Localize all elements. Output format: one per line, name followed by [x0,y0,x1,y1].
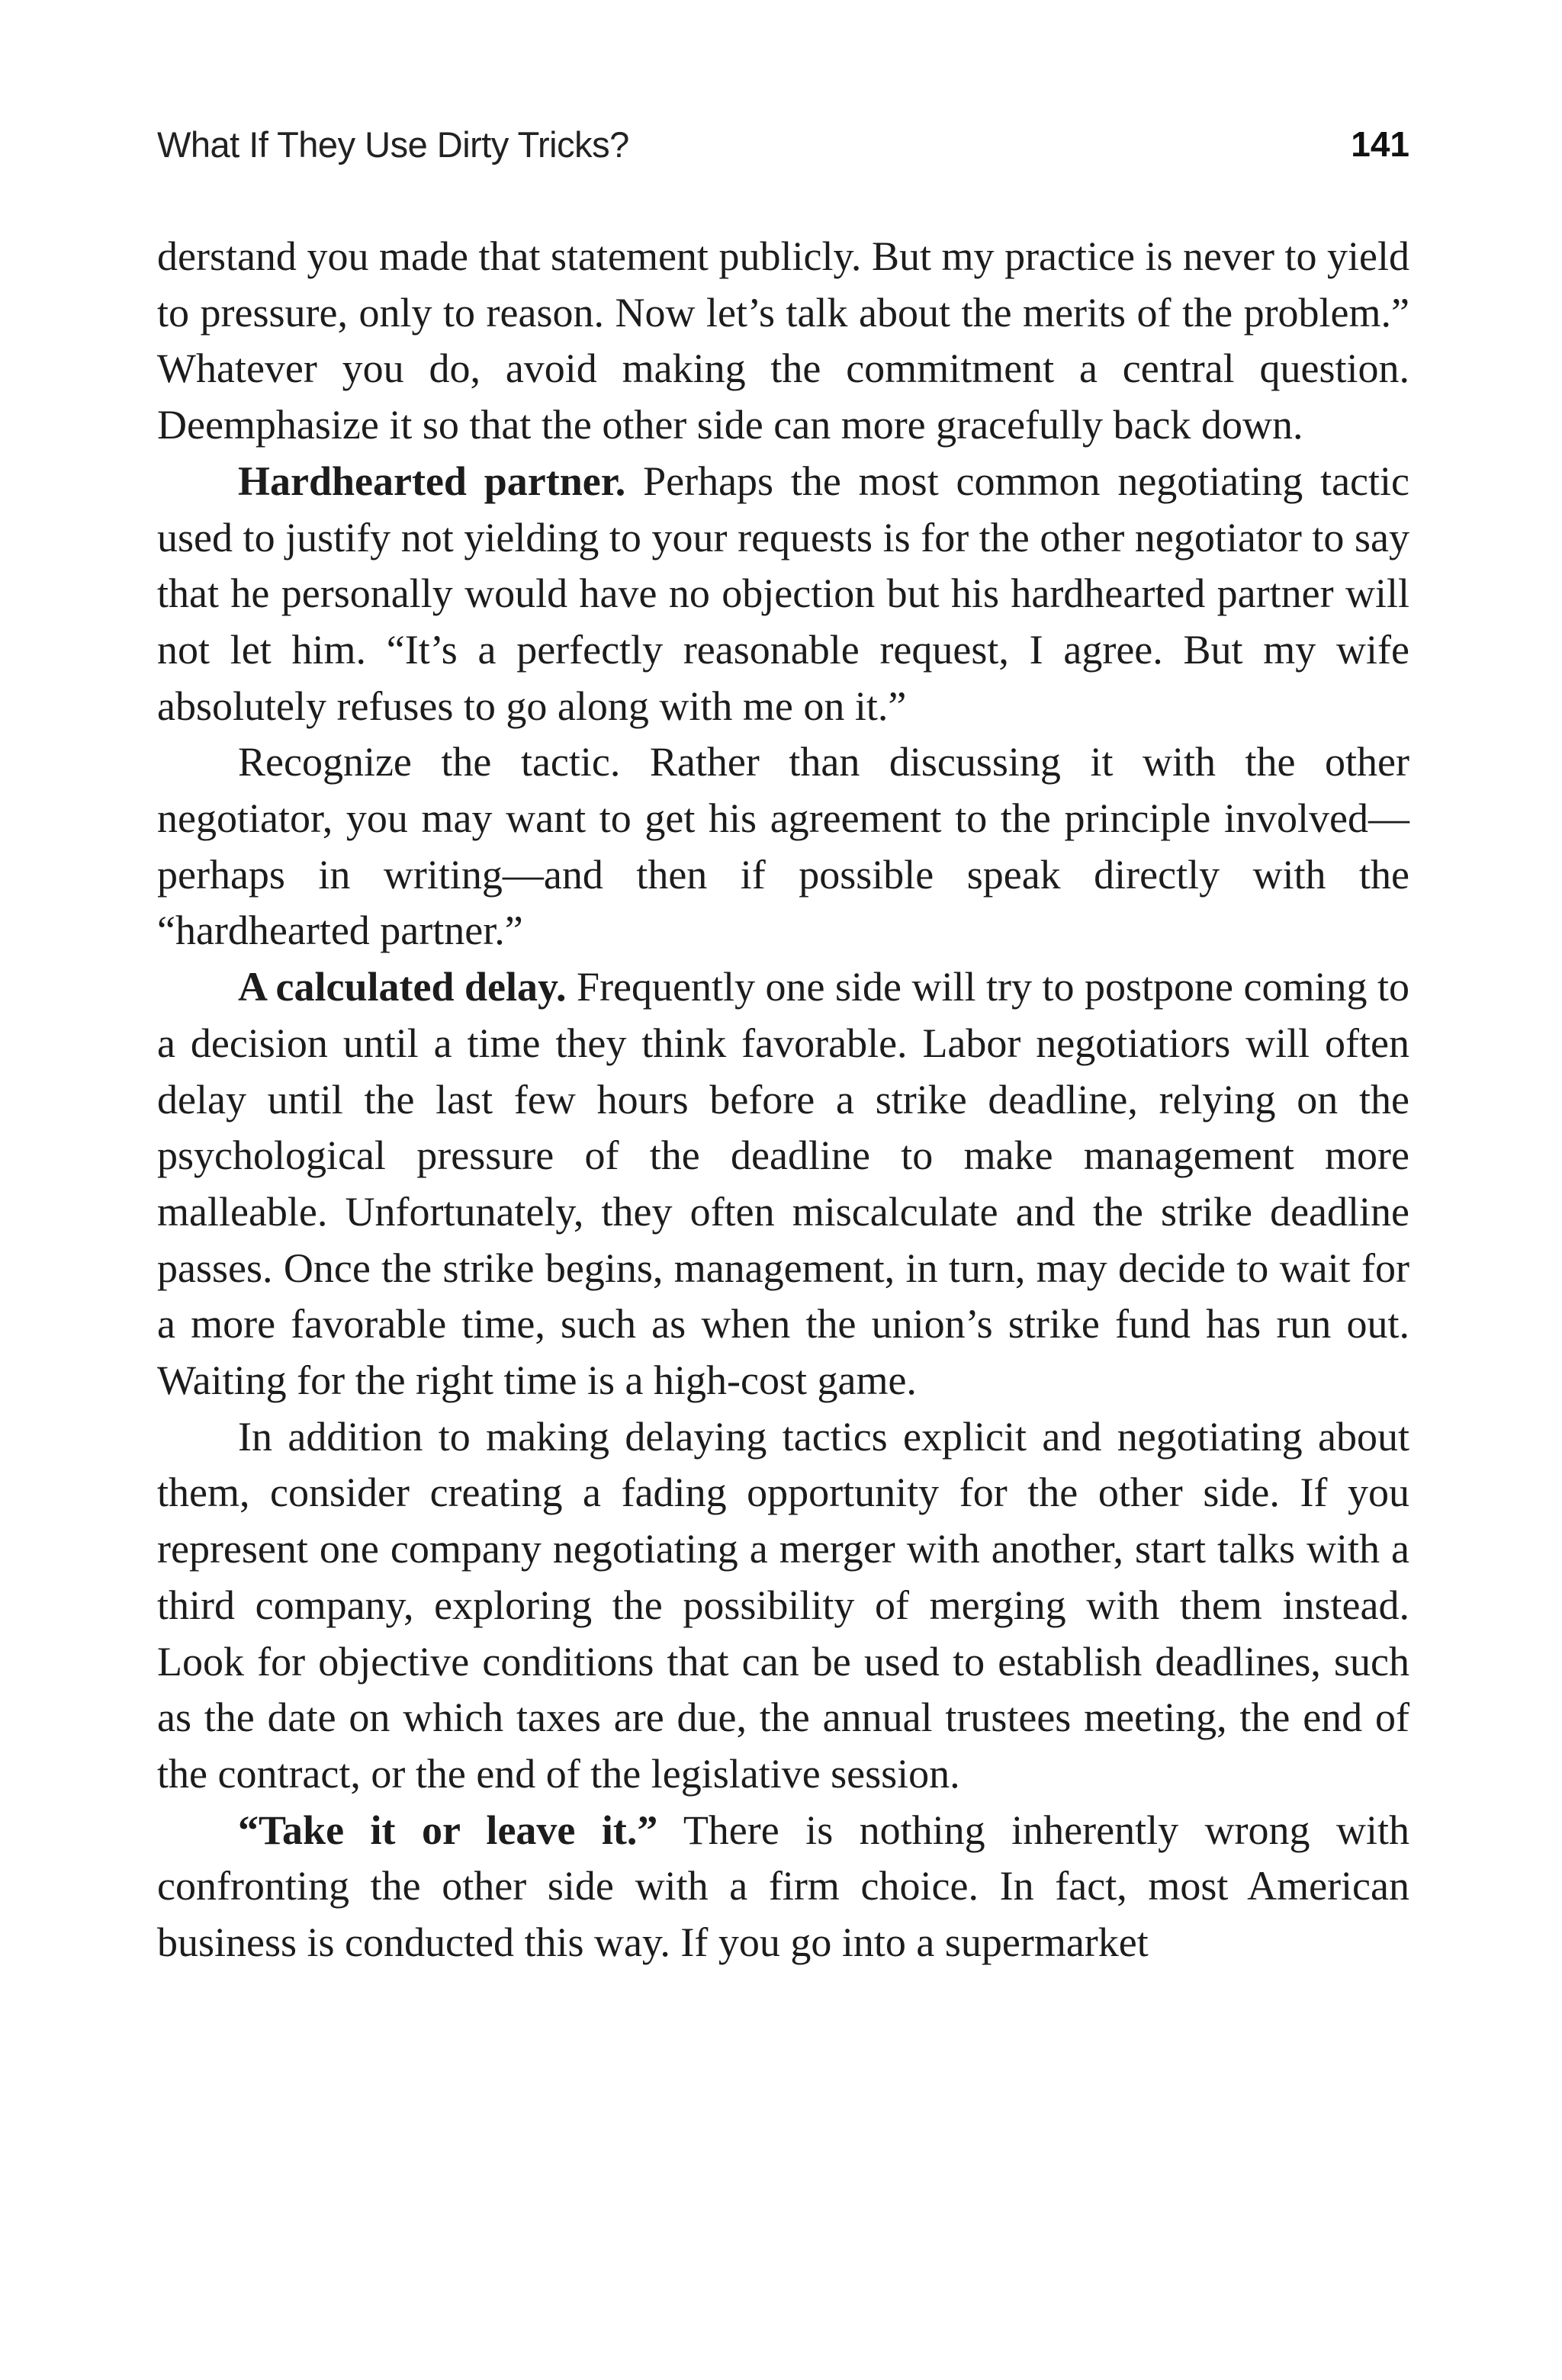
paragraph-text: Perhaps the most common negotiating tactic used to justify not yielding to your requests is for the other negotiator to say that he personally would have no objection but his hardhearted partner will not let him. “It’s a perfectly reasonable request, I agree. But my wife absolutely refuses to go along with me on it.” [157,458,1409,729]
run-in-heading: A calculated delay. [238,964,567,1010]
run-in-heading: Hardhearted partner. [238,458,626,504]
paragraph [157,229,1409,454]
chapter-title: What If They Use Dirty Tricks? [157,124,629,165]
paragraph [157,1409,1409,1803]
page-number: 141 [1351,124,1409,164]
paragraph [157,959,1409,1409]
paragraph-text: Recognize the tactic. Rather than discussing it with the other negotiator, you may want to get his agreement to the principle involved—perhaps in writing—and then if possible speak directly with the “hardhearted partner.” [157,739,1409,954]
paragraph-text: derstand you made that statement publicly. But my practice is never to yield to pressure, only to reason. Now let’s talk about the merits of the problem.” Whatever you do, avoid making the commitment a central question. Deemphasize it so that the other side can more gracefully back down. [157,233,1409,448]
paragraph [157,1803,1409,1971]
paragraph-text: Frequently one side will try to postpone coming to a decision until a time they think favorable. Labor negotiatiors will often delay until the last few hours before a strike deadline, relying on the psychological pressure of the deadline to make management more malleable. Unfortunately, they often miscalculate and the strike deadline passes. Once the strike begins, management, in turn, may decide to wait for a more favorable time, such as when the union’s strike fund has run out. Waiting for the right time is a high-cost game. [157,964,1409,1404]
body-text [157,229,1409,1971]
paragraph [157,734,1409,959]
paragraph-text: There is nothing inherently wrong with confronting the other side with a firm choice. In fact, most American business is conducted this way. If you go into a supermarket [157,1807,1409,1966]
paragraph [157,454,1409,735]
run-in-heading: “Take it or leave it.” [238,1807,658,1853]
running-head [157,124,1409,185]
paragraph-text: In addition to making delaying tactics explicit and negotiating about them, consider creating a fading opportunity for the other side. If you represent one company negotiating a merger with another, start talks with a third company, exploring the possibility of merging with them instead. Look for objective conditions that can be used to establish deadlines, such as the date on which taxes are due, the annual trustees meeting, the end of the contract, or the end of the legislative session. [157,1413,1409,1797]
